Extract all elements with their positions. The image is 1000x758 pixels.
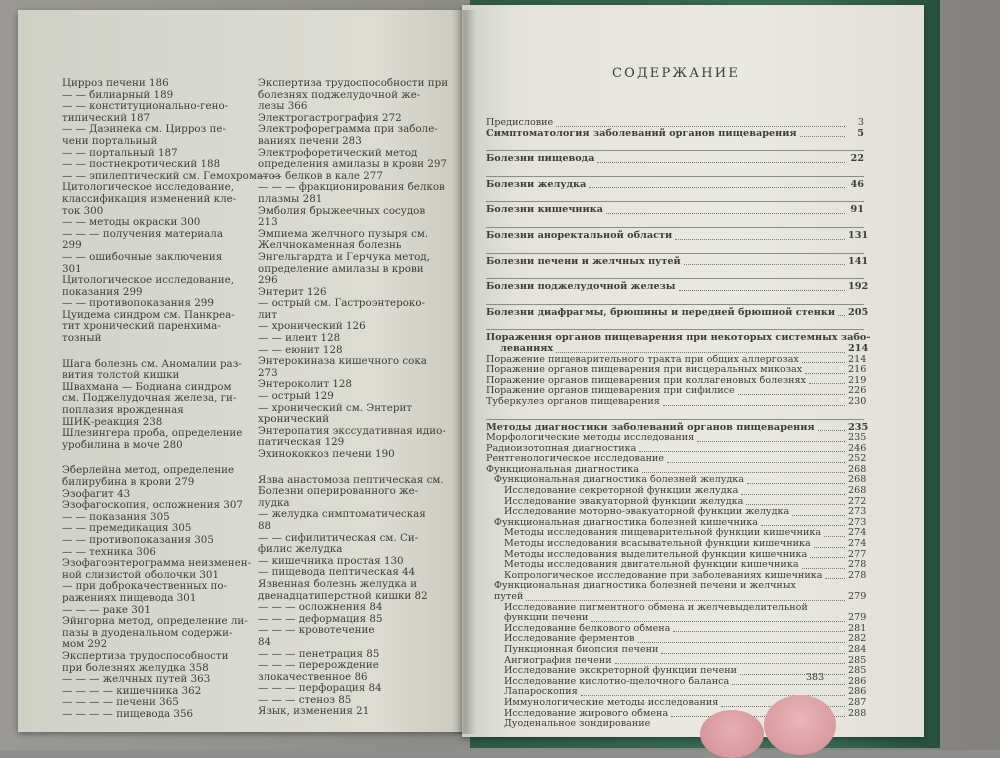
toc-entry-page: 216 xyxy=(848,364,867,376)
toc-dot-leader xyxy=(825,578,845,579)
index-entry: — хронический см. Энтерит xyxy=(258,401,413,414)
index-entry: — — — — кишечника 362 xyxy=(62,684,202,697)
index-entry: Шага болезнь см. Аномалии раз- xyxy=(62,357,242,370)
toc-entry-title: Рентгенологическое исследование xyxy=(486,453,665,465)
toc-entry-title: Исследование белкового обмена xyxy=(504,622,671,634)
toc-dot-leader xyxy=(673,631,845,632)
toc-dot-leader xyxy=(818,430,845,431)
index-entry: злокачественное 86 xyxy=(258,670,368,683)
index-entry: — — — раке 301 xyxy=(62,603,151,616)
index-entry: Электрофореграмма при заболе- xyxy=(258,123,438,136)
toc-dot-leader xyxy=(663,405,845,406)
toc-dot-leader xyxy=(800,136,845,137)
index-entry: — — сифилитическая см. Си- xyxy=(258,531,419,544)
index-entry: типический 187 xyxy=(62,111,151,124)
index-entry: — — портальный 187 xyxy=(62,146,178,159)
toc-entry-title: Функциональная диагностика болезней кишечника xyxy=(494,516,758,528)
index-entry: определение амилазы в крови xyxy=(258,262,424,275)
toc-entry-title: Исследование эвакуаторной функции желудка xyxy=(504,495,744,507)
toc-entry-title: Болезни желудка xyxy=(486,178,587,190)
index-entry: — желудка симптоматическая xyxy=(258,508,426,521)
toc-entry xyxy=(486,176,864,191)
finger xyxy=(700,710,764,758)
toc-entry-page: 285 xyxy=(848,654,867,666)
toc-entry-page: 279 xyxy=(848,612,867,624)
toc-entry-page: 246 xyxy=(848,442,867,454)
toc-entry-title: Болезни кишечника xyxy=(486,204,603,216)
toc-entry-title: Исследование жирового обмена xyxy=(504,707,669,719)
toc-entry xyxy=(486,278,869,293)
toc-entry-title: Болезни печени и желчных путей xyxy=(486,255,681,267)
toc-entry-title: Функциональная диагностика болезней желудка xyxy=(494,474,744,486)
toc-entry-title: Исследование ферментов xyxy=(504,633,635,645)
toc-entry-page: 214 xyxy=(848,342,869,354)
toc-entry-title: Морфологические методы исследования xyxy=(486,432,695,444)
index-entry: хронический xyxy=(258,413,330,426)
index-entry: билирубина в крови 279 xyxy=(62,476,195,488)
toc-entry-title: Болезни аноректальной области xyxy=(486,229,673,241)
index-entry: чени портальный xyxy=(62,134,158,147)
toc-dot-leader xyxy=(738,394,845,395)
toc-entry-title: Копрологическое исследование при заболеваниях кишечника xyxy=(504,569,823,581)
toc-entry-page: 22 xyxy=(850,153,864,165)
toc-entry-page: 273 xyxy=(848,516,867,528)
toc-dot-leader xyxy=(639,451,845,452)
index-entry: — — — перфорация 84 xyxy=(258,682,382,695)
toc-dot-leader xyxy=(814,547,845,548)
index-entry: болезнях поджелудочной же- xyxy=(258,88,421,101)
toc-entry xyxy=(486,581,864,592)
index-entry: — пищевода пептическая 44 xyxy=(258,566,416,579)
toc-entry-title: Методы исследования двигательной функции кишечника xyxy=(504,559,799,571)
toc-entry-title: Болезни пищевода xyxy=(486,153,595,165)
index-entry: патическая 129 xyxy=(258,436,345,449)
index-entry: — острый см. Гастроэнтероко- xyxy=(258,297,426,310)
index-entry: Эзофагит 43 xyxy=(62,487,131,500)
index-entry: Электрогастрография 272 xyxy=(258,111,402,124)
toc-entry-page: 91 xyxy=(850,204,864,216)
index-entry: — — Даэинека см. Цирроз пе- xyxy=(62,123,226,136)
toc-dot-leader xyxy=(615,663,845,664)
toc-dot-leader xyxy=(556,352,845,353)
index-entry: Цуидема синдром см. Панкреа- xyxy=(62,308,235,321)
toc-entry-title: Исследование экскреторной функции печени xyxy=(504,665,738,677)
toc-entry-page: 288 xyxy=(848,707,867,719)
toc-entry-page: 141 xyxy=(848,255,869,267)
index-gap xyxy=(62,451,242,465)
index-entry: — — — — пищевода 356 xyxy=(62,707,194,720)
toc-entry-page: 274 xyxy=(848,527,867,539)
toc-dot-leader xyxy=(810,557,845,558)
toc-entry-page: 286 xyxy=(848,686,867,698)
index-entry: — — противопоказания 299 xyxy=(62,297,214,310)
index-entry: Экспертиза трудоспособности при xyxy=(258,77,449,89)
index-entry: пазы в дуоденальном содержи- xyxy=(62,626,233,639)
toc-entry xyxy=(486,227,869,242)
index-entry: Эхинококкоз печени 190 xyxy=(258,448,395,460)
toc-entry-page: 226 xyxy=(848,385,867,397)
index-entry: ной слизистой оболочки 301 xyxy=(62,568,220,581)
toc-dot-leader xyxy=(805,373,845,374)
toc-entry-title: функции печени xyxy=(504,612,589,624)
index-entry: — — методы окраски 300 xyxy=(62,216,201,229)
thumb xyxy=(764,695,836,755)
toc-entry-title: Предисловие xyxy=(486,117,554,128)
toc-entry-title: Пункционная биопсия печени xyxy=(504,643,659,655)
toc-entry-page: 268 xyxy=(848,485,867,497)
toc-entry-title: Дуоденальное зондирование xyxy=(504,718,651,730)
toc-entry-page: 5 xyxy=(857,127,864,139)
index-entry: Экспертиза трудоспособности xyxy=(62,649,229,662)
toc-entry-title: Поражение органов пищеварения при сифилисе xyxy=(486,385,735,397)
index-entry: — — еюнит 128 xyxy=(258,343,343,356)
toc-entry xyxy=(486,118,864,129)
index-entry: — — — кровотечение xyxy=(258,624,375,637)
index-entry: — — — фракционирования белков xyxy=(258,181,445,194)
toc-entry-page: 235 xyxy=(848,421,869,433)
index-entry: — — премедикация 305 xyxy=(62,522,192,535)
toc-dot-leader xyxy=(591,621,845,622)
toc-entry-page: 274 xyxy=(848,538,867,550)
toc-dot-leader xyxy=(597,162,845,163)
toc-entry-page: 278 xyxy=(848,559,867,571)
index-entry: ваниях печени 283 xyxy=(258,134,362,147)
toc-entry-page: 219 xyxy=(848,374,867,386)
toc-entry-page: 205 xyxy=(848,306,869,318)
toc-entry-page: 277 xyxy=(848,548,867,560)
toc-entry-title: Методы исследования выделительной функции кишечника xyxy=(504,548,808,560)
index-entry: 213 xyxy=(258,216,278,229)
index-entry: 88 xyxy=(258,519,272,532)
toc-dot-leader xyxy=(802,568,845,569)
toc-entry xyxy=(486,643,867,656)
index-entry: тозный xyxy=(62,332,102,345)
index-entry: — острый 129 xyxy=(258,390,334,403)
toc-dot-leader xyxy=(697,441,845,442)
index-entry: — хронический 126 xyxy=(258,320,366,333)
index-entry: — — — — печени 365 xyxy=(62,696,179,709)
toc-entry-page: 235 xyxy=(848,432,867,444)
index-column-right xyxy=(258,77,449,718)
toc-entry-page: 268 xyxy=(848,463,867,475)
toc-entry xyxy=(486,591,867,603)
toc-entry-page: 285 xyxy=(848,665,867,677)
toc-entry-title: Исследование секреторной функции желудка xyxy=(504,485,739,497)
index-entry: Желчнокаменная болезнь xyxy=(258,239,402,252)
toc-entry-page: 192 xyxy=(848,281,869,293)
toc-entry xyxy=(486,395,867,408)
toc-dot-leader xyxy=(761,525,845,526)
toc-entry-page: 281 xyxy=(848,622,867,634)
index-entry: 296 xyxy=(258,274,278,287)
index-entry: Эзофагоэнтерограмма неизменен- xyxy=(62,557,252,570)
toc-entry-title: леваниях xyxy=(500,342,554,354)
index-entry: поплазия врожденная xyxy=(62,404,184,417)
index-entry: определения амилазы в крови 297 xyxy=(258,158,447,171)
toc-entry xyxy=(486,129,864,140)
toc-entry-title: Поражение органов пищеварения при коллагеновых болезнях xyxy=(486,374,806,386)
toc-entry xyxy=(486,201,864,216)
index-entry: Эйнгорна метод, определение ли- xyxy=(62,615,248,628)
table-of-contents xyxy=(486,117,871,730)
index-entry: плазмы 281 xyxy=(258,192,323,205)
book-gutter xyxy=(452,10,476,734)
index-entry: — — постнекротический 188 xyxy=(62,158,221,171)
index-entry: — — противопоказания 305 xyxy=(62,533,214,546)
index-entry: Язвенная болезнь желудка и xyxy=(258,577,418,590)
toc-entry xyxy=(486,329,871,344)
toc-entry xyxy=(486,150,864,165)
toc-entry-title: Поражение пищеварительного тракта при общих аллергозах xyxy=(486,353,799,365)
index-entry: классификация изменений кле- xyxy=(62,192,237,205)
toc-entry-page: 131 xyxy=(848,229,869,241)
toc-dot-leader xyxy=(606,213,845,214)
index-entry: Энтерит 126 xyxy=(258,285,327,298)
index-entry: — — — перерождение xyxy=(258,659,379,672)
index-entry: — при доброкачественных по- xyxy=(62,580,228,593)
toc-entry-title: Функциональная диагностика xyxy=(486,463,639,475)
toc-dot-leader xyxy=(642,472,845,473)
index-entry: — — илеит 128 xyxy=(258,332,341,345)
toc-entry-page: 282 xyxy=(848,633,867,645)
index-entry: Цитологическое исследование, xyxy=(62,181,235,194)
toc-title: СОДЕРЖАНИЕ xyxy=(612,66,741,81)
toc-entry-title: Ангиография печени xyxy=(504,654,612,666)
toc-dot-leader xyxy=(667,462,845,463)
toc-dot-leader xyxy=(556,126,845,127)
toc-dot-leader xyxy=(526,600,845,601)
index-entry: Энгельгардта и Герчука метод, xyxy=(258,250,430,263)
index-entry: — — — пенетрация 85 xyxy=(258,647,380,660)
toc-dot-leader xyxy=(824,536,845,537)
index-entry: 273 xyxy=(258,366,278,379)
toc-entry-title: Функциональная диагностика болезней печени и желчных xyxy=(494,580,796,592)
toc-dot-leader xyxy=(638,642,845,643)
index-entry: Энтеропатия экссудативная идио- xyxy=(258,424,446,437)
index-entry: уробилина в моче 280 xyxy=(62,438,183,451)
toc-dot-leader xyxy=(589,187,845,188)
toc-entry-title: Болезни поджелудочной железы xyxy=(486,281,676,293)
index-entry: — — конституционально-гено- xyxy=(62,100,229,113)
toc-dot-leader xyxy=(732,684,845,685)
toc-entry-title: Исследование моторно-эвакуаторной функции желудка xyxy=(504,506,790,518)
index-entry: ток 300 xyxy=(62,204,104,217)
toc-dot-leader xyxy=(809,383,845,384)
index-entry: см. Поджелудочная железа, ги- xyxy=(62,392,237,405)
toc-entry-page: 252 xyxy=(848,453,867,465)
toc-dot-leader xyxy=(747,483,845,484)
index-entry: Электрофоретический метод xyxy=(258,146,418,159)
toc-entry-page: 46 xyxy=(850,178,864,190)
index-entry: при болезнях желудка 358 xyxy=(62,661,209,674)
index-entry: Энтерокиназа кишечного сока xyxy=(258,355,427,368)
index-entry: — — — получения материала xyxy=(62,227,223,240)
toc-entry-title: Методы исследования пищеварительной функции кишечника xyxy=(504,527,822,539)
index-entry: филис желудка xyxy=(258,543,343,556)
toc-dot-leader xyxy=(684,264,845,265)
toc-entry-page: 272 xyxy=(848,495,867,507)
toc-entry xyxy=(486,253,869,268)
index-entry: лезы 366 xyxy=(258,100,308,113)
index-entry: 84 xyxy=(258,635,272,648)
toc-entry-title: Радиоизотопная диагностика xyxy=(486,442,637,454)
toc-entry-page: 273 xyxy=(848,506,867,518)
toc-entry xyxy=(486,419,869,434)
index-entry: ражениях пищевода 301 xyxy=(62,591,197,604)
index-entry: 301 xyxy=(62,262,82,275)
index-gap xyxy=(62,345,242,359)
toc-dot-leader xyxy=(838,315,845,316)
index-entry: — — — желчных путей 363 xyxy=(62,673,211,686)
index-entry: мом 292 xyxy=(62,638,108,651)
index-entry: тит хронический паренхима- xyxy=(62,320,221,333)
toc-entry-page: 268 xyxy=(848,474,867,486)
index-entry: вития толстой кишки xyxy=(62,369,180,382)
toc-dot-leader xyxy=(675,239,845,240)
index-entry: лудка xyxy=(258,496,290,509)
toc-entry-title: Методы диагностики заболеваний органов пищеварения xyxy=(486,421,815,433)
index-entry: Цитологическое исследование, xyxy=(62,274,235,287)
index-entry: ШИК-реакция 238 xyxy=(62,415,163,428)
toc-entry-title: Поражения органов пищеварения при некоторых системных забо- xyxy=(486,332,871,344)
index-entry: двенадцатиперстной кишки 82 xyxy=(258,589,428,602)
toc-dot-leader xyxy=(802,362,845,363)
index-entry: лит xyxy=(258,308,278,321)
index-entry: Энтероколит 128 xyxy=(258,378,352,391)
index-entry: — — — осложнения 84 xyxy=(258,601,383,614)
toc-dot-leader xyxy=(661,653,845,654)
toc-entry-page: 287 xyxy=(848,696,867,708)
index-entry: — — техника 306 xyxy=(62,545,156,558)
index-entry: — — эпилептический см. Гемохроматоз xyxy=(62,169,281,182)
toc-entry-title: Симптоматология заболеваний органов пищеварения xyxy=(486,127,797,139)
toc-entry xyxy=(486,342,869,355)
index-entry: — — билиарный 189 xyxy=(62,88,174,101)
index-entry: — — белков в кале 277 xyxy=(258,169,383,182)
index-entry: — — — деформация 85 xyxy=(258,612,383,625)
index-entry: Швахмана — Бодиана синдром xyxy=(62,380,232,393)
index-entry: 299 xyxy=(62,239,82,252)
index-entry: Язык, изменения 21 xyxy=(258,705,370,718)
toc-entry-title: путей xyxy=(494,591,524,602)
index-entry: Болезни оперированного же- xyxy=(258,485,419,498)
toc-entry-title: Поражение органов пищеварения при висцеральных микозах xyxy=(486,364,803,376)
toc-entry-title: Туберкулез органов пищеварения xyxy=(486,395,660,407)
index-entry: Эберлейна метод, определение xyxy=(62,464,235,477)
toc-entry-page: 3 xyxy=(857,117,864,128)
toc-entry-page: 278 xyxy=(848,569,867,581)
toc-entry-page: 286 xyxy=(848,675,867,687)
toc-dot-leader xyxy=(792,515,845,516)
toc-entry-title: Исследование пигментного обмена и желчевыделительной xyxy=(504,601,808,613)
toc-entry-title: Лапароскопия xyxy=(504,686,578,698)
index-entry: Цирроз печени 186 xyxy=(62,77,169,89)
toc-entry-title: Иммунологические методы исследования xyxy=(504,696,719,708)
index-entry: — — показания 305 xyxy=(62,510,170,523)
toc-dot-leader xyxy=(679,290,845,291)
toc-dot-leader xyxy=(740,674,845,675)
toc-entry-title: Исследование кислотно-щелочного баланса xyxy=(504,675,730,687)
index-entry: — кишечника простая 130 xyxy=(258,554,404,567)
toc-entry-page: 214 xyxy=(848,353,867,365)
toc-entry-title: Методы исследования всасывательной функции кишечника xyxy=(504,538,811,550)
index-entry: Язва анастомоза пептическая см. xyxy=(258,473,444,486)
toc-entry-page: 230 xyxy=(848,395,867,407)
index-entry: Эмболия брыжеечных сосудов xyxy=(258,204,426,217)
index-entry: — — ошибочные заключения xyxy=(62,250,223,263)
index-entry: — — — стеноз 85 xyxy=(258,693,352,706)
toc-dot-leader xyxy=(746,504,845,505)
index-entry: Шлезингера проба, определение xyxy=(62,427,243,440)
toc-entry xyxy=(486,304,869,319)
toc-entry-title: Болезни диафрагмы, брюшины и передней брюшной стенки xyxy=(486,306,836,318)
toc-entry-page: 279 xyxy=(848,591,867,602)
index-entry: Эмпиема желчного пузыря см. xyxy=(258,227,429,240)
index-gap xyxy=(258,461,438,475)
index-entry: показания 299 xyxy=(62,285,143,298)
toc-dot-leader xyxy=(741,494,845,495)
index-entry: Эзофагоскопия, осложнения 307 xyxy=(62,499,243,512)
toc-entry-page: 284 xyxy=(848,643,867,655)
page-number: 383 xyxy=(806,672,825,683)
